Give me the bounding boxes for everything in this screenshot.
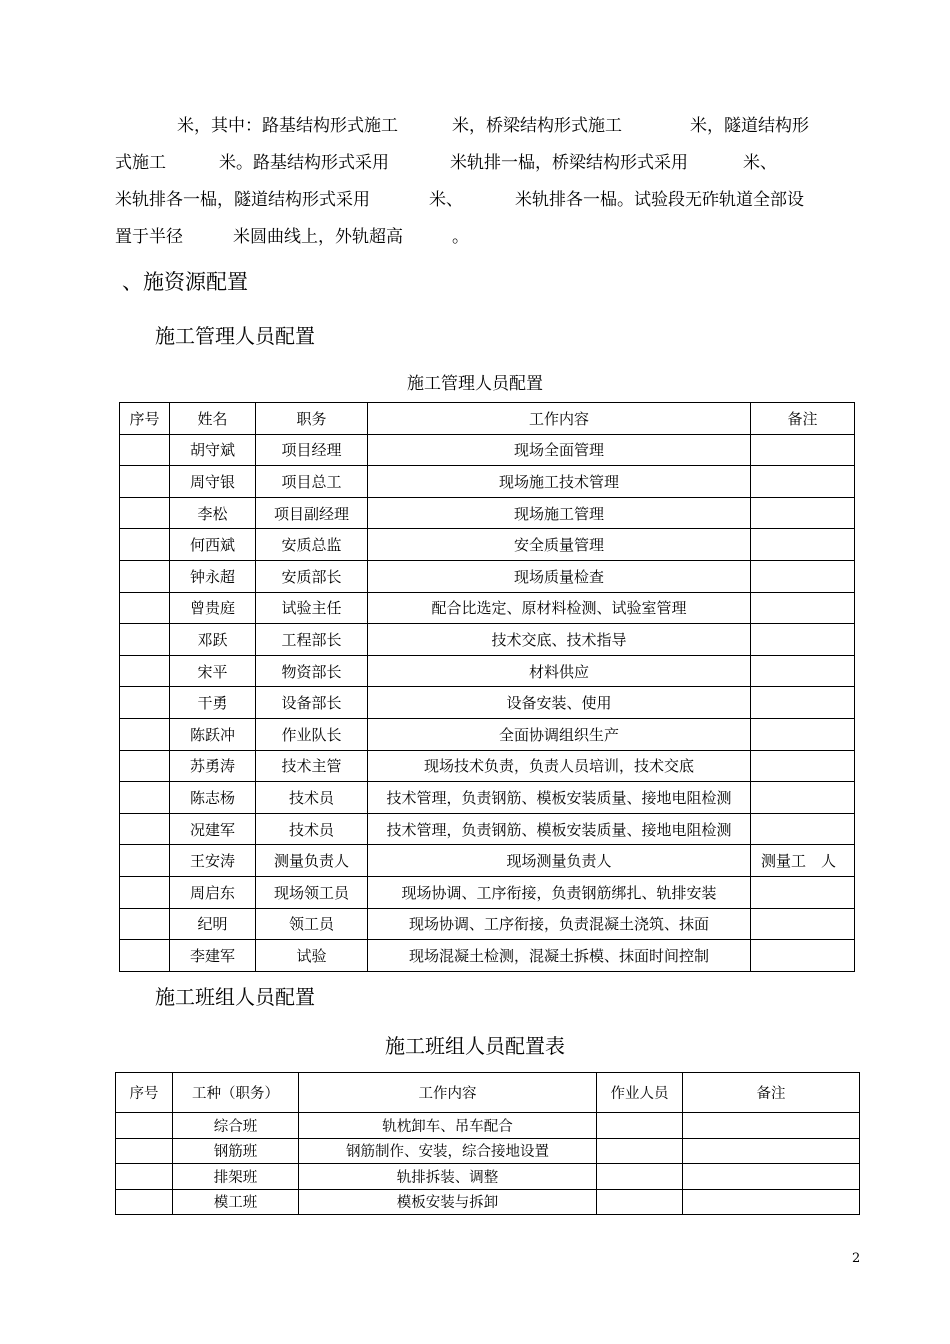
table-row — [116, 1113, 860, 1139]
table-cell: 现场全面管理 — [368, 434, 751, 466]
table-cell — [597, 1138, 683, 1164]
table-cell — [751, 466, 855, 498]
header-cell: 备注 — [683, 1073, 860, 1113]
table-row — [120, 782, 855, 814]
table-cell: 干勇 — [170, 687, 256, 719]
table-cell — [120, 940, 170, 972]
table-cell — [751, 655, 855, 687]
table-cell: 设备部长 — [256, 687, 368, 719]
intro-line-3 — [115, 182, 863, 219]
table-cell — [751, 529, 855, 561]
table-header-row — [116, 1073, 860, 1113]
table-cell — [120, 687, 170, 719]
table-cell: 安质总监 — [256, 529, 368, 561]
table-cell: 王安涛 — [170, 845, 256, 877]
team-staff-table — [115, 1072, 860, 1215]
table-cell — [120, 876, 170, 908]
intro-text: 米、 — [743, 153, 777, 173]
table-cell: 技术管理，负责钢筋、模板安装质量、接地电阻检测 — [368, 782, 751, 814]
table-cell: 胡守斌 — [170, 434, 256, 466]
table-cell — [120, 497, 170, 529]
table-cell: 技术员 — [256, 813, 368, 845]
intro-line-1 — [115, 108, 863, 145]
table-cell — [751, 813, 855, 845]
table-row — [120, 529, 855, 561]
table-cell: 钟永超 — [170, 560, 256, 592]
intro-text: 米、 — [429, 190, 463, 210]
table-cell: 领工员 — [256, 908, 368, 940]
table-cell: 现场领工员 — [256, 876, 368, 908]
intro-text: 米，其中：路基结构形式施工 — [177, 116, 398, 136]
mgmt-table-caption: 施工管理人员配置 — [407, 374, 543, 394]
table-cell: 李松 — [170, 497, 256, 529]
header-cell: 工作内容 — [299, 1073, 597, 1113]
table-cell: 现场混凝土检测，混凝土拆模、抹面时间控制 — [368, 940, 751, 972]
table-cell: 作业队长 — [256, 718, 368, 750]
table-cell: 钢筋班 — [173, 1138, 299, 1164]
table-cell: 况建军 — [170, 813, 256, 845]
intro-text: 米轨排各一榀，隧道结构形式采用 — [115, 190, 370, 210]
section-title: 、施资源配置 — [122, 270, 248, 294]
table-cell: 物资部长 — [256, 655, 368, 687]
table-cell — [116, 1189, 173, 1215]
table-row — [120, 592, 855, 624]
header-cell: 工种（职务） — [173, 1073, 299, 1113]
table-row — [120, 624, 855, 656]
table-cell — [120, 466, 170, 498]
table-cell — [120, 718, 170, 750]
table-cell — [120, 529, 170, 561]
table-cell — [597, 1113, 683, 1139]
intro-text: 。 — [452, 227, 469, 247]
intro-text: 米轨排各一榀。试验段无砟轨道全部设 — [515, 190, 804, 210]
table-cell: 技术主管 — [256, 750, 368, 782]
management-staff-table-body — [120, 403, 855, 972]
table-cell — [683, 1138, 860, 1164]
table-row — [120, 940, 855, 972]
table-cell — [120, 845, 170, 877]
table-cell — [120, 655, 170, 687]
intro-line-4 — [115, 219, 863, 256]
table-cell: 试验主任 — [256, 592, 368, 624]
table-cell — [683, 1189, 860, 1215]
table-cell: 全面协调组织生产 — [368, 718, 751, 750]
header-cell: 作业人员 — [597, 1073, 683, 1113]
table-cell: 技术交底、技术指导 — [368, 624, 751, 656]
table-cell: 排架班 — [173, 1164, 299, 1190]
table-row — [120, 845, 855, 877]
table-cell: 现场施工管理 — [368, 497, 751, 529]
table-cell: 设备安装、使用 — [368, 687, 751, 719]
table-cell: 陈志杨 — [170, 782, 256, 814]
table-cell: 何西斌 — [170, 529, 256, 561]
table-cell — [120, 592, 170, 624]
intro-text: 式施工 — [115, 153, 166, 173]
table-cell — [751, 687, 855, 719]
table-cell: 轨枕卸车、吊车配合 — [299, 1113, 597, 1139]
header-cell: 序号 — [116, 1073, 173, 1113]
table-cell: 工程部长 — [256, 624, 368, 656]
table-cell: 现场施工技术管理 — [368, 466, 751, 498]
table-cell — [751, 624, 855, 656]
table-cell — [120, 750, 170, 782]
table-cell: 邓跃 — [170, 624, 256, 656]
table-cell: 项目副经理 — [256, 497, 368, 529]
table-cell: 安质部长 — [256, 560, 368, 592]
table-cell — [751, 592, 855, 624]
table-cell — [120, 813, 170, 845]
table-row — [120, 908, 855, 940]
table-cell: 周启东 — [170, 876, 256, 908]
intro-text: 米圆曲线上，外轨超高 — [233, 227, 403, 247]
intro-line-2 — [115, 145, 863, 182]
intro-text: 米。路基结构形式采用 — [219, 153, 389, 173]
table-cell: 现场质量检查 — [368, 560, 751, 592]
table-cell: 项目经理 — [256, 434, 368, 466]
table-cell: 测量工 人 — [751, 845, 855, 877]
table-cell — [120, 624, 170, 656]
header-cell: 备注 — [751, 403, 855, 435]
header-cell: 序号 — [120, 403, 170, 435]
team-staff-table-body — [116, 1073, 860, 1215]
table-cell: 技术员 — [256, 782, 368, 814]
table-row — [120, 497, 855, 529]
table-cell — [120, 434, 170, 466]
management-staff-table — [119, 402, 855, 972]
header-cell: 姓名 — [170, 403, 256, 435]
table-cell: 安全质量管理 — [368, 529, 751, 561]
table-row — [120, 560, 855, 592]
table-cell — [751, 750, 855, 782]
table-cell — [751, 497, 855, 529]
table-row — [120, 687, 855, 719]
table-cell — [751, 718, 855, 750]
table-row — [120, 750, 855, 782]
table-cell — [120, 560, 170, 592]
table-row — [120, 434, 855, 466]
table-cell — [751, 876, 855, 908]
table-cell — [751, 560, 855, 592]
table-cell: 现场测量负责人 — [368, 845, 751, 877]
team-table-caption: 施工班组人员配置表 — [385, 1034, 565, 1058]
table-cell: 曾贵庭 — [170, 592, 256, 624]
table-cell — [683, 1164, 860, 1190]
table-cell: 周守银 — [170, 466, 256, 498]
table-cell — [751, 908, 855, 940]
header-cell: 职务 — [256, 403, 368, 435]
table-row — [120, 466, 855, 498]
intro-text: 置于半径 — [115, 227, 183, 247]
table-cell — [683, 1113, 860, 1139]
table-cell: 李建军 — [170, 940, 256, 972]
table-cell: 项目总工 — [256, 466, 368, 498]
header-cell: 工作内容 — [368, 403, 751, 435]
intro-text: 米轨排一榀，桥梁结构形式采用 — [450, 153, 688, 173]
table-cell: 陈跃冲 — [170, 718, 256, 750]
table-cell: 现场技术负责，负责人员培训，技术交底 — [368, 750, 751, 782]
table-cell: 纪明 — [170, 908, 256, 940]
table-header-row — [120, 403, 855, 435]
table-cell — [120, 782, 170, 814]
table-cell: 配合比选定、原材料检测、试验室管理 — [368, 592, 751, 624]
table-cell — [116, 1138, 173, 1164]
mgmt-heading: 施工管理人员配置 — [155, 324, 315, 348]
table-cell: 综合班 — [173, 1113, 299, 1139]
team-heading: 施工班组人员配置 — [155, 985, 315, 1009]
table-cell — [120, 908, 170, 940]
table-row — [120, 655, 855, 687]
table-cell: 宋平 — [170, 655, 256, 687]
table-row — [120, 813, 855, 845]
table-row — [120, 718, 855, 750]
table-row — [120, 876, 855, 908]
table-cell: 现场协调、工序衔接，负责钢筋绑扎、轨排安装 — [368, 876, 751, 908]
table-cell — [751, 940, 855, 972]
table-cell — [116, 1113, 173, 1139]
table-cell — [597, 1164, 683, 1190]
intro-text: 米，隧道结构形 — [690, 116, 809, 136]
page-number: 2 — [852, 1251, 861, 1266]
table-cell: 钢筋制作、安装，综合接地设置 — [299, 1138, 597, 1164]
table-cell — [597, 1189, 683, 1215]
table-row — [116, 1189, 860, 1215]
table-cell: 苏勇涛 — [170, 750, 256, 782]
table-cell: 材料供应 — [368, 655, 751, 687]
table-cell — [116, 1164, 173, 1190]
table-cell: 试验 — [256, 940, 368, 972]
table-cell — [751, 782, 855, 814]
table-cell: 轨排拆装、调整 — [299, 1164, 597, 1190]
table-cell: 模板安装与拆卸 — [299, 1189, 597, 1215]
intro-text: 米，桥梁结构形式施工 — [452, 116, 622, 136]
table-cell: 模工班 — [173, 1189, 299, 1215]
table-cell: 现场协调、工序衔接，负责混凝土浇筑、抹面 — [368, 908, 751, 940]
table-cell — [751, 434, 855, 466]
table-cell: 技术管理，负责钢筋、模板安装质量、接地电阻检测 — [368, 813, 751, 845]
table-row — [116, 1164, 860, 1190]
table-row — [116, 1138, 860, 1164]
table-cell: 测量负责人 — [256, 845, 368, 877]
